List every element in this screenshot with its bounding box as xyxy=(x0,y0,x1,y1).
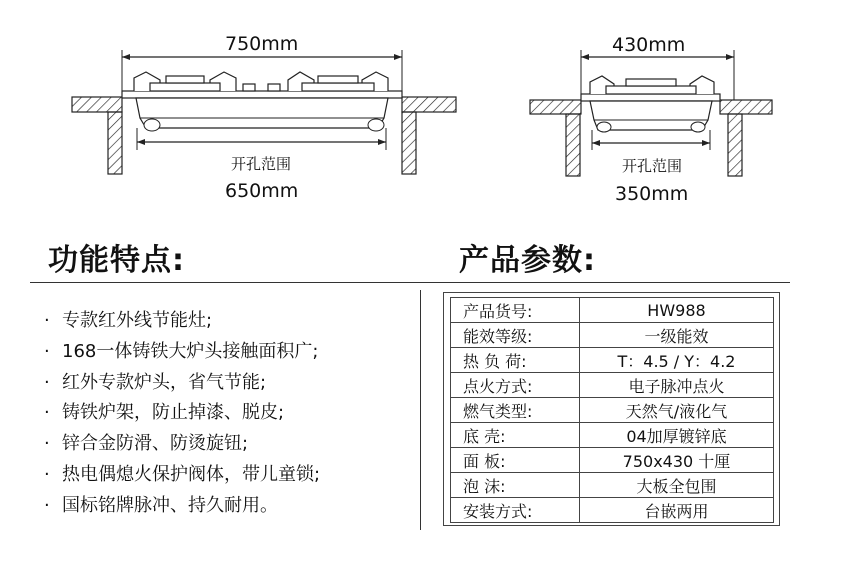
right-cutout-size: 350mm xyxy=(615,183,689,205)
spec-value: 电子脉冲点火 xyxy=(580,373,774,398)
spec-value: 台嵌两用 xyxy=(580,498,774,523)
countertop-right xyxy=(720,100,772,114)
list-item: · 热电偶熄火保护阀体，带儿童锁; xyxy=(44,463,321,485)
feature-text: 红外专款炉头，省气节能; xyxy=(62,371,267,393)
column-divider xyxy=(420,290,421,530)
list-item: · 锌合金防滑、防烫旋钮; xyxy=(44,433,249,455)
spec-value: 大板全包围 xyxy=(580,473,774,498)
countertop-left xyxy=(530,100,581,114)
feature-text: 国标铭牌脉冲、持久耐用。 xyxy=(62,494,278,516)
specs-table xyxy=(450,297,774,523)
spec-value: HW988 xyxy=(580,298,774,323)
stove-panel xyxy=(122,91,402,98)
spec-key: 底 壳: xyxy=(451,423,580,448)
spec-key: 泡 沫: xyxy=(451,473,580,498)
left-width-label: 750mm xyxy=(225,33,299,55)
table-row xyxy=(451,448,774,473)
right-cutout-label: 开孔范围 xyxy=(622,157,683,175)
countertop-right xyxy=(402,97,456,112)
stove-panel xyxy=(581,94,720,101)
cabinet-wall-left xyxy=(108,112,122,174)
table-row xyxy=(451,323,774,348)
feature-text: 锌合金防滑、防烫旋钮; xyxy=(62,433,249,455)
table-row xyxy=(451,398,774,423)
specs-title: 产品参数: xyxy=(459,243,596,278)
left-cutout-label: 开孔范围 xyxy=(231,155,292,173)
spec-key: 能效等级: xyxy=(451,323,580,348)
list-item: · 专款红外线节能灶; xyxy=(44,310,213,331)
spec-value: 750x430 十厘 xyxy=(580,448,774,473)
feature-text: 专款红外线节能灶; xyxy=(62,310,213,331)
spec-value: 04加厚镀锌底 xyxy=(580,423,774,448)
table-row xyxy=(451,423,774,448)
cabinet-wall-right xyxy=(728,114,742,176)
spec-key: 点火方式: xyxy=(451,373,580,398)
spec-key: 面 板: xyxy=(451,448,580,473)
spec-value: 天然气/液化气 xyxy=(580,398,774,423)
list-item: · 铸铁炉架，防止掉漆、脱皮; xyxy=(44,402,285,424)
section-divider xyxy=(30,282,790,283)
spec-key: 热 负 荷: xyxy=(451,348,580,373)
list-item: · 国标铭牌脉冲、持久耐用。 xyxy=(44,494,278,516)
spec-key: 燃气类型: xyxy=(451,398,580,423)
spec-value: T：4.5 / Y：4.2 xyxy=(580,348,774,373)
cabinet-wall-right xyxy=(402,112,416,174)
spec-value: 一级能效 xyxy=(580,323,774,348)
feature-list xyxy=(44,306,320,522)
stove-body xyxy=(136,98,388,128)
cabinet-wall-left xyxy=(566,114,580,176)
installation-diagrams xyxy=(0,0,850,240)
list-item: · 168一体铸铁大炉头接触面积广; xyxy=(44,340,319,362)
table-row xyxy=(451,373,774,398)
right-width-label: 430mm xyxy=(612,34,686,56)
features-title: 功能特点: xyxy=(48,243,185,278)
feature-text: 168一体铸铁大炉头接触面积广; xyxy=(62,340,319,362)
feature-text: 热电偶熄火保护阀体，带儿童锁; xyxy=(62,463,321,485)
spec-key: 产品货号: xyxy=(451,298,580,323)
countertop-left xyxy=(72,97,122,112)
table-row xyxy=(451,348,774,373)
table-row xyxy=(451,298,774,323)
spec-key: 安装方式: xyxy=(451,498,580,523)
feature-text: 铸铁炉架，防止掉漆、脱皮; xyxy=(62,402,285,424)
table-row xyxy=(451,498,774,523)
list-item: · 红外专款炉头，省气节能; xyxy=(44,371,267,393)
table-row xyxy=(451,473,774,498)
left-cutout-size: 650mm xyxy=(225,180,299,202)
